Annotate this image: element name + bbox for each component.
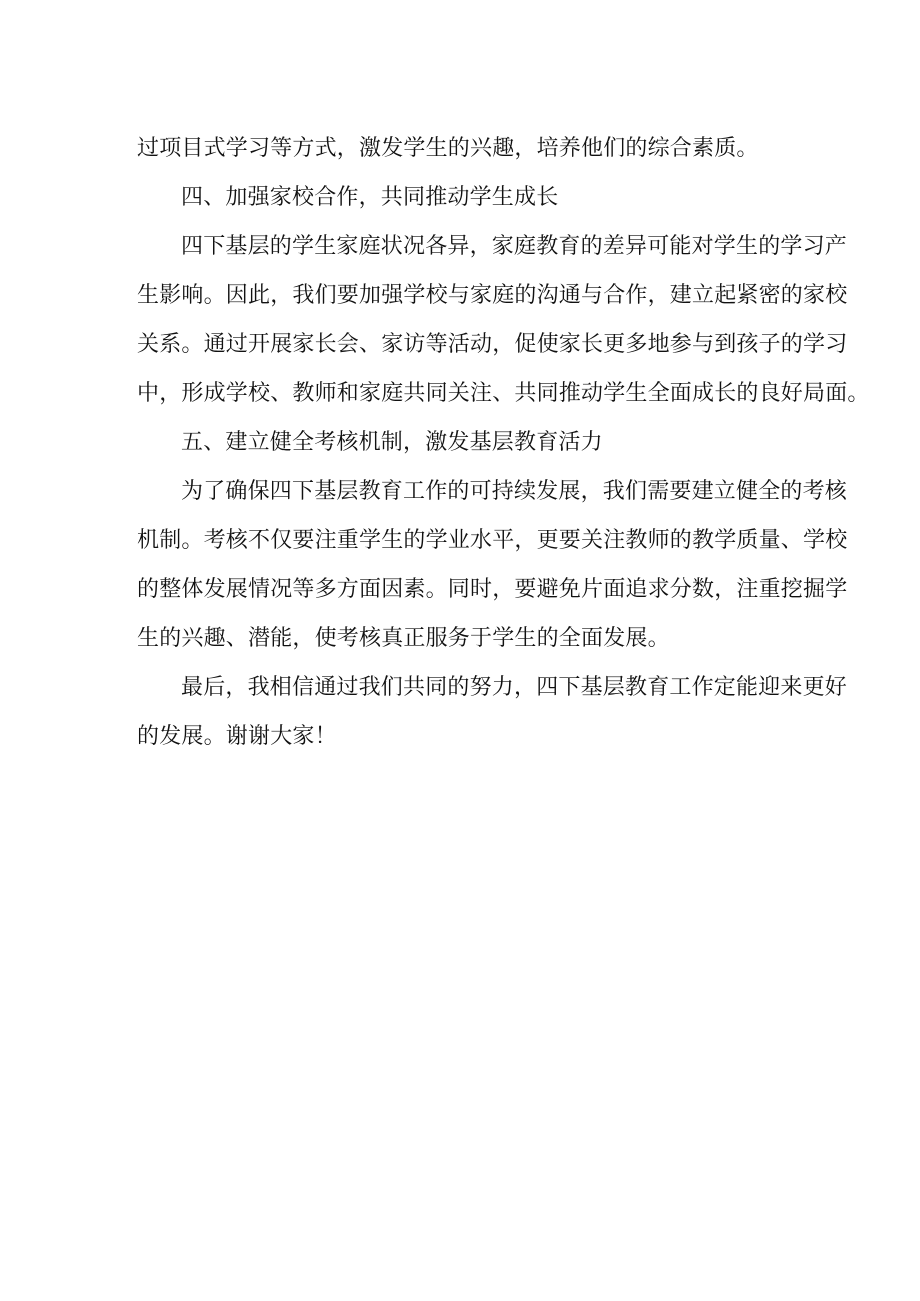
paragraph-line: 的发展。谢谢大家！ [137, 724, 337, 749]
section-heading: 四、加强家校合作，共同推动学生成长 [181, 185, 559, 210]
section-heading: 五、建立健全考核机制，激发基层教育活力 [181, 430, 603, 455]
paragraph-line: 的整体发展情况等多方面因素。同时，要避免片面追求分数，注重挖掘学 [137, 577, 848, 602]
paragraph-line: 生的兴趣、潜能，使考核真正服务于学生的全面发展。 [137, 626, 670, 651]
paragraph-line: 过项目式学习等方式，激发学生的兴趣，培养他们的综合素质。 [137, 136, 759, 161]
paragraph-line: 生影响。因此，我们要加强学校与家庭的沟通与合作，建立起紧密的家校 [137, 283, 848, 308]
paragraph-line: 四下基层的学生家庭状况各异，家庭教育的差异可能对学生的学习产 [181, 234, 848, 259]
paragraph-line: 关系。通过开展家长会、家访等活动，促使家长更多地参与到孩子的学习 [137, 332, 848, 357]
paragraph-line: 最后，我相信通过我们共同的努力，四下基层教育工作定能迎来更好 [181, 675, 848, 700]
paragraph-line: 机制。考核不仅要注重学生的学业水平，更要关注教师的教学质量、学校 [137, 528, 848, 553]
paragraph-line: 为了确保四下基层教育工作的可持续发展，我们需要建立健全的考核 [181, 479, 848, 504]
paragraph-line: 中，形成学校、教师和家庭共同关注、共同推动学生全面成长的良好局面。 [137, 381, 870, 406]
